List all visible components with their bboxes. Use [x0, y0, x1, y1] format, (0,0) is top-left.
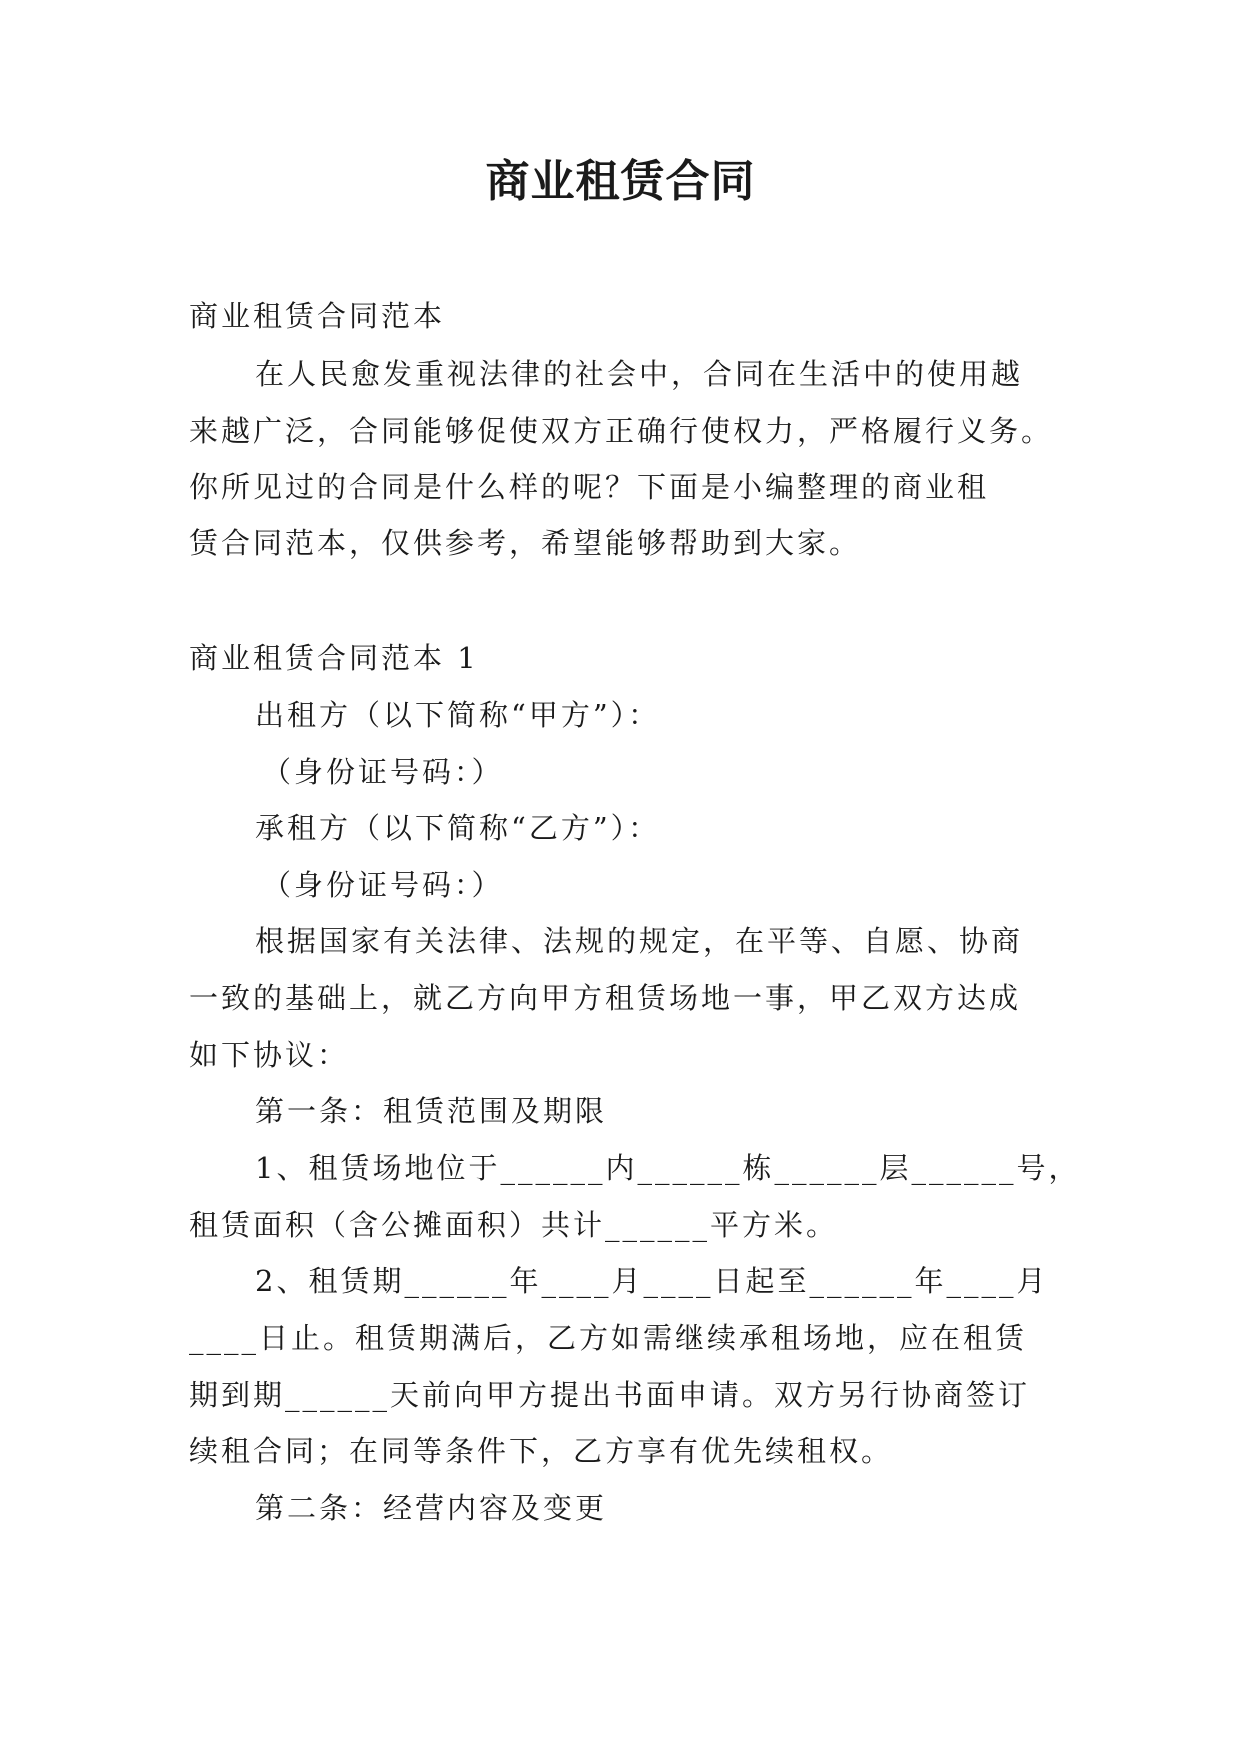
paragraph-line: 根据国家有关法律、法规的规定，在平等、自愿、协商: [255, 924, 1024, 958]
section-heading: 商业租赁合同范本: [189, 299, 446, 333]
paragraph-line: 租赁面积（含公摊面积）共计______平方米。: [189, 1208, 839, 1242]
paragraph-line: ____日止。租赁期满后，乙方如需继续承租场地，应在租赁: [189, 1321, 1028, 1355]
paragraph-line: 承租方（以下简称“乙方”）：: [255, 811, 661, 845]
paragraph-line: 赁合同范本，仅供参考，希望能够帮助到大家。: [189, 526, 862, 560]
paragraph-line: 1、租赁场地位于______内______栋______层______号，: [255, 1151, 1081, 1185]
paragraph-line: 如下协议：: [189, 1038, 350, 1072]
paragraph-line: 期到期______天前向甲方提出书面申请。双方另行协商签订: [189, 1378, 1031, 1412]
article-heading: 第二条：经营内容及变更: [255, 1491, 608, 1525]
paragraph-line: 你所见过的合同是什么样的呢？下面是小编整理的商业租: [189, 470, 990, 504]
paragraph-line: （身份证号码：）: [262, 868, 504, 902]
paragraph-line: 来越广泛，合同能够促使双方正确行使权力，严格履行义务。: [189, 414, 1054, 448]
paragraph-line: 2、租赁期______年____月____日起至______年____月: [255, 1264, 1049, 1298]
section-heading: 商业租赁合同范本 1: [189, 641, 479, 675]
document-title: 商业租赁合同: [485, 156, 756, 207]
paragraph-line: 在人民愈发重视法律的社会中，合同在生活中的使用越: [255, 357, 1024, 391]
article-heading: 第一条：租赁范围及期限: [255, 1094, 608, 1128]
paragraph-line: 续租合同；在同等条件下，乙方享有优先续租权。: [189, 1434, 894, 1468]
paragraph-line: 一致的基础上，就乙方向甲方租赁场地一事，甲乙双方达成: [189, 981, 1022, 1015]
paragraph-line: 出租方（以下简称“甲方”）：: [255, 698, 661, 732]
paragraph-line: （身份证号码：）: [262, 755, 504, 789]
